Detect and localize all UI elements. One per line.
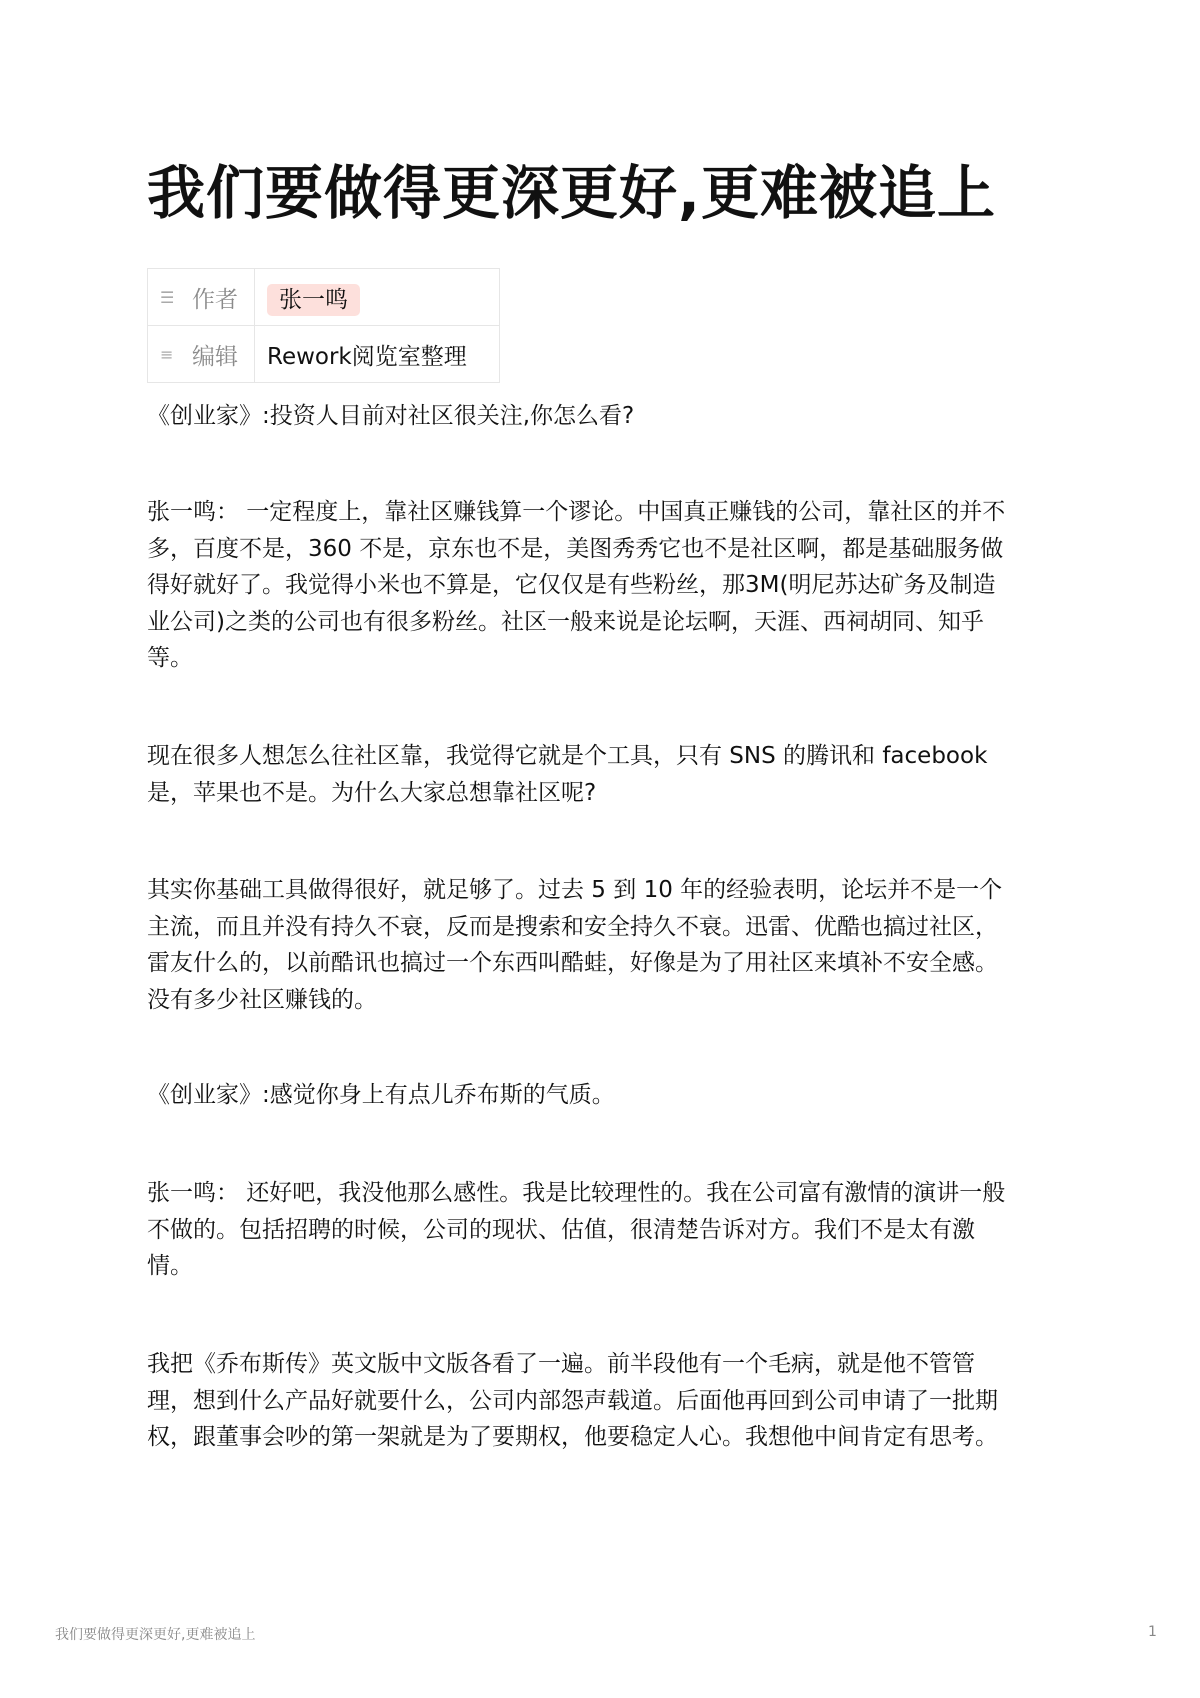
property-label: 编辑 [192, 343, 238, 370]
paragraph [147, 398, 1067, 435]
author-tag[interactable]: 张一鸣 [267, 284, 360, 316]
paragraph-line: 不做的。包括招聘的时候，公司的现状、估值，很清楚告诉对方。我们不是太有激 [147, 1216, 975, 1243]
text-lines-icon: ≡ [160, 344, 174, 364]
property-row-author [148, 269, 500, 326]
paragraph-line: 雷友什么的，以前酷讯也搞过一个东西叫酷蛙，好像是为了用社区来填补不安全感。 [147, 950, 998, 977]
paragraph-line: 等。 [147, 645, 193, 672]
property-label: 作者 [192, 286, 238, 313]
paragraph [147, 494, 1067, 677]
paragraph-line: 业公司)之类的公司也有很多粉丝。社区一般来说是论坛啊，天涯、西祠胡同、知乎 [147, 608, 984, 635]
paragraph [147, 872, 1067, 1018]
paragraph [147, 738, 1067, 811]
paragraph-line: 情。 [147, 1253, 193, 1280]
page-title: 我们要做得更深更好,更难被追上 [147, 159, 997, 227]
paragraph-line: 权，跟董事会吵的第一架就是为了要期权，他要稳定人心。我想他中间肯定有思考。 [147, 1424, 998, 1451]
paragraph-line: 现在很多人想怎么往社区靠，我觉得它就是个工具，只有 SNS 的腾讯和 facebook [147, 743, 988, 769]
page-number: 1 [1148, 1624, 1157, 1640]
paragraph [147, 1346, 1067, 1456]
paragraph-line: 《创业家》:感觉你身上有点儿乔布斯的气质。 [147, 1082, 615, 1108]
list-icon: ☰ [160, 287, 175, 307]
paragraph [147, 1077, 1067, 1114]
paragraph-line: 得好就好了。我觉得小米也不算是，它仅仅是有些粉丝，那3M(明尼苏达矿务及制造 [147, 572, 996, 599]
paragraph-line: 张一鸣： 一定程度上，靠社区赚钱算一个谬论。中国真正赚钱的公司，靠社区的并不 [147, 499, 1006, 525]
paragraph-line: 其实你基础工具做得很好，就足够了。过去 5 到 10 年的经验表明，论坛并不是一个 [147, 877, 1003, 903]
paragraph-line: 《创业家》:投资人目前对社区很关注,你怎么看? [147, 403, 635, 429]
paragraph-line: 是，苹果也不是。为什么大家总想靠社区呢? [147, 779, 597, 806]
paragraph-line: 张一鸣： 还好吧，我没他那么感性。我是比较理性的。我在公司富有激情的演讲一般 [147, 1180, 1006, 1206]
paragraph-line: 主流，而且并没有持久不衰，反而是搜索和安全持久不衰。迅雷、优酷也搞过社区， [147, 913, 998, 940]
paragraph-line: 我把《乔布斯传》英文版中文版各看了一遍。前半段他有一个毛病，就是他不管管 [147, 1351, 975, 1377]
property-row-editor [148, 326, 500, 383]
property-value: Rework阅览室整理 [267, 343, 467, 370]
paragraph-line: 多，百度不是，360 不是，京东也不是，美图秀秀它也不是社区啊，都是基础服务做 [147, 535, 1004, 562]
properties-table [147, 268, 500, 383]
footer-title: 我们要做得更深更好,更难被追上 [55, 1627, 256, 1643]
paragraph-line: 理，想到什么产品好就要什么，公司内部怨声载道。后面他再回到公司申请了一批期 [147, 1387, 998, 1414]
paragraph-line: 没有多少社区赚钱的。 [147, 986, 377, 1013]
paragraph [147, 1175, 1067, 1285]
